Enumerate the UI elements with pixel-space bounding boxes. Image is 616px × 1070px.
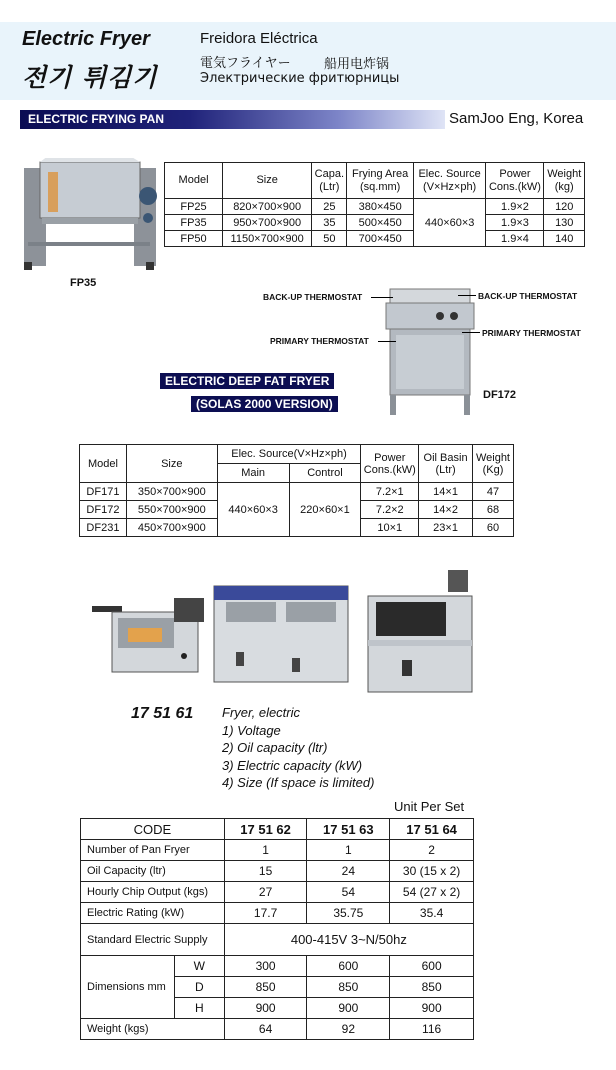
product-code: 17 51 61 xyxy=(131,705,194,722)
table-cell: 300 xyxy=(224,956,307,977)
table-cell: 35.4 xyxy=(390,903,474,924)
table-cell: 15 xyxy=(224,861,307,882)
pointer-line xyxy=(458,295,476,296)
col-header: Control xyxy=(289,464,361,483)
col-header: Power Cons.(kW) xyxy=(361,445,419,483)
table-cell: 14×1 xyxy=(419,483,473,501)
table-cell: 120 xyxy=(544,199,585,215)
table-cell: 140 xyxy=(544,231,585,247)
table-cell: 50 xyxy=(312,231,347,247)
table-cell: 550×700×900 xyxy=(126,501,217,519)
description-line: Fryer, electric xyxy=(222,705,301,720)
table-row xyxy=(81,1019,474,1040)
row-label: Dimensions mm xyxy=(81,956,175,1019)
table-cell: DF171 xyxy=(80,483,127,501)
col-header: Model xyxy=(165,163,223,199)
table-cell: DF231 xyxy=(80,519,127,537)
pointer-line xyxy=(462,332,480,333)
table-cell: 220×60×1 xyxy=(289,483,361,537)
description-line: 2) Oil capacity (ltr) xyxy=(222,740,328,755)
primary-thermostat-left: PRIMARY THERMOSTAT xyxy=(270,336,369,346)
pointer-line xyxy=(371,297,393,298)
col-header: Model xyxy=(80,445,127,483)
col-header: Frying Area (sq.mm) xyxy=(347,163,413,199)
table-cell: 400-415V 3~N/50hz xyxy=(224,924,473,956)
double-fryer-image xyxy=(212,578,350,686)
table-cell: 900 xyxy=(390,998,474,1019)
col-header: Elec. Source (V×Hz×ph) xyxy=(413,163,486,199)
table-cell: 440×60×3 xyxy=(413,199,486,247)
title-spanish: Freidora Eléctrica xyxy=(200,30,318,47)
primary-thermostat-right: PRIMARY THERMOSTAT xyxy=(482,328,581,338)
axis-cell: H xyxy=(174,998,224,1019)
col-header: Power Cons.(kW) xyxy=(486,163,544,199)
row-label: Hourly Chip Output (kgs) xyxy=(81,882,225,903)
code-cell: 17 51 62 xyxy=(224,819,307,840)
table-cell: 35 xyxy=(312,215,347,231)
code-cell: 17 51 64 xyxy=(390,819,474,840)
table-cell: 850 xyxy=(307,977,390,998)
table-cell: 54 (27 x 2) xyxy=(390,882,474,903)
table-row xyxy=(81,956,474,977)
table-cell: 850 xyxy=(390,977,474,998)
col-header: Weight (kg) xyxy=(544,163,585,199)
table-cell: 1150×700×900 xyxy=(223,231,312,247)
table-cell: 900 xyxy=(224,998,307,1019)
fryer-spec-table xyxy=(80,818,474,1040)
deep-fryer-image xyxy=(380,283,480,423)
title-chinese: 船用电炸锅 xyxy=(324,57,390,72)
title-korean: 전기 튀김기 xyxy=(22,63,158,92)
pointer-line xyxy=(378,341,396,342)
row-label: Number of Pan Fryer xyxy=(81,840,225,861)
description-line: 1) Voltage xyxy=(222,722,281,738)
table-cell: 600 xyxy=(307,956,390,977)
table-cell: 130 xyxy=(544,215,585,231)
table-row xyxy=(81,924,474,956)
table-row xyxy=(81,840,474,861)
col-header: Capa. (Ltr) xyxy=(312,163,347,199)
col-header: Size xyxy=(223,163,312,199)
description-line: 3) Electric capacity (kW) xyxy=(222,757,363,773)
table-cell: 850 xyxy=(224,977,307,998)
code-cell: 17 51 63 xyxy=(307,819,390,840)
table-row xyxy=(165,231,585,247)
floor-fryer-image xyxy=(362,566,478,694)
table-cell: 35.75 xyxy=(307,903,390,924)
table-cell: 500×450 xyxy=(347,215,413,231)
table-cell: 17.7 xyxy=(224,903,307,924)
section-title: ELECTRIC FRYING PAN xyxy=(28,112,165,126)
table-cell: 27 xyxy=(224,882,307,903)
deep-fryer-caption: DF172 xyxy=(483,389,517,401)
table-cell: FP50 xyxy=(165,231,223,247)
axis-cell: W xyxy=(174,956,224,977)
title-russian: Электрические фритюрницы xyxy=(200,71,400,86)
table-row xyxy=(165,215,585,231)
table-cell: 23×1 xyxy=(419,519,473,537)
col-header: Main xyxy=(217,464,289,483)
maker-label: SamJoo Eng, Korea xyxy=(449,110,584,127)
table-cell: 47 xyxy=(472,483,513,501)
table-cell: FP35 xyxy=(165,215,223,231)
row-label: Electric Rating (kW) xyxy=(81,903,225,924)
code-header: CODE xyxy=(81,819,225,840)
table-cell: FP25 xyxy=(165,199,223,215)
table-cell: 700×450 xyxy=(347,231,413,247)
deep-fryer-tag: ELECTRIC DEEP FAT FRYER xyxy=(160,373,334,389)
row-label: Standard Electric Supply xyxy=(81,924,225,956)
table-cell: 25 xyxy=(312,199,347,215)
table-cell: 116 xyxy=(390,1019,474,1040)
table-cell: 1.9×3 xyxy=(486,215,544,231)
deep-fryer-table xyxy=(79,444,514,537)
table-cell: 7.2×2 xyxy=(361,501,419,519)
table-row xyxy=(80,483,514,501)
table-cell: 92 xyxy=(307,1019,390,1040)
table-cell: 68 xyxy=(472,501,513,519)
table-cell: 450×700×900 xyxy=(126,519,217,537)
table-cell: 380×450 xyxy=(347,199,413,215)
table-cell: 60 xyxy=(472,519,513,537)
title-english: Electric Fryer xyxy=(22,28,150,50)
col-header: Oil Basin (Ltr) xyxy=(419,445,473,483)
frying-pan-table xyxy=(164,162,585,247)
table-cell: 10×1 xyxy=(361,519,419,537)
col-header: Elec. Source(V×Hz×ph) xyxy=(217,445,361,464)
table-cell: 950×700×900 xyxy=(223,215,312,231)
table-cell: 1.9×2 xyxy=(486,199,544,215)
table-cell: 1.9×4 xyxy=(486,231,544,247)
table-cell: 900 xyxy=(307,998,390,1019)
small-fryer-image xyxy=(88,592,210,684)
table-cell: 14×2 xyxy=(419,501,473,519)
row-label: Oil Capacity (ltr) xyxy=(81,861,225,882)
frying-pan-caption: FP35 xyxy=(70,277,97,289)
col-header: Size xyxy=(126,445,217,483)
table-row xyxy=(165,199,585,215)
table-cell: 820×700×900 xyxy=(223,199,312,215)
table-cell: 54 xyxy=(307,882,390,903)
table-cell: 600 xyxy=(390,956,474,977)
table-cell: 440×60×3 xyxy=(217,483,289,537)
description-line: 4) Size (If space is limited) xyxy=(222,775,375,790)
table-cell: 24 xyxy=(307,861,390,882)
axis-cell: D xyxy=(174,977,224,998)
back-up-thermostat-left: BACK-UP THERMOSTAT xyxy=(263,292,363,302)
back-up-thermostat-right: BACK-UP THERMOSTAT xyxy=(478,291,578,301)
table-cell: 350×700×900 xyxy=(126,483,217,501)
frying-pan-image xyxy=(18,158,160,273)
col-header: Weight (Kg) xyxy=(472,445,513,483)
solas-tag: (SOLAS 2000 VERSION) xyxy=(191,396,338,412)
product-description xyxy=(222,704,374,792)
title-japanese: 電気フライヤー xyxy=(200,56,291,71)
unit-label: Unit Per Set xyxy=(394,799,465,814)
table-cell: 7.2×1 xyxy=(361,483,419,501)
table-row xyxy=(81,861,474,882)
table-cell: 1 xyxy=(224,840,307,861)
table-cell: 2 xyxy=(390,840,474,861)
section-bar xyxy=(20,110,445,129)
table-cell: 30 (15 x 2) xyxy=(390,861,474,882)
row-label: Weight (kgs) xyxy=(81,1019,225,1040)
table-cell: 64 xyxy=(224,1019,307,1040)
table-cell: DF172 xyxy=(80,501,127,519)
table-cell: 1 xyxy=(307,840,390,861)
table-row xyxy=(81,882,474,903)
table-row xyxy=(81,903,474,924)
